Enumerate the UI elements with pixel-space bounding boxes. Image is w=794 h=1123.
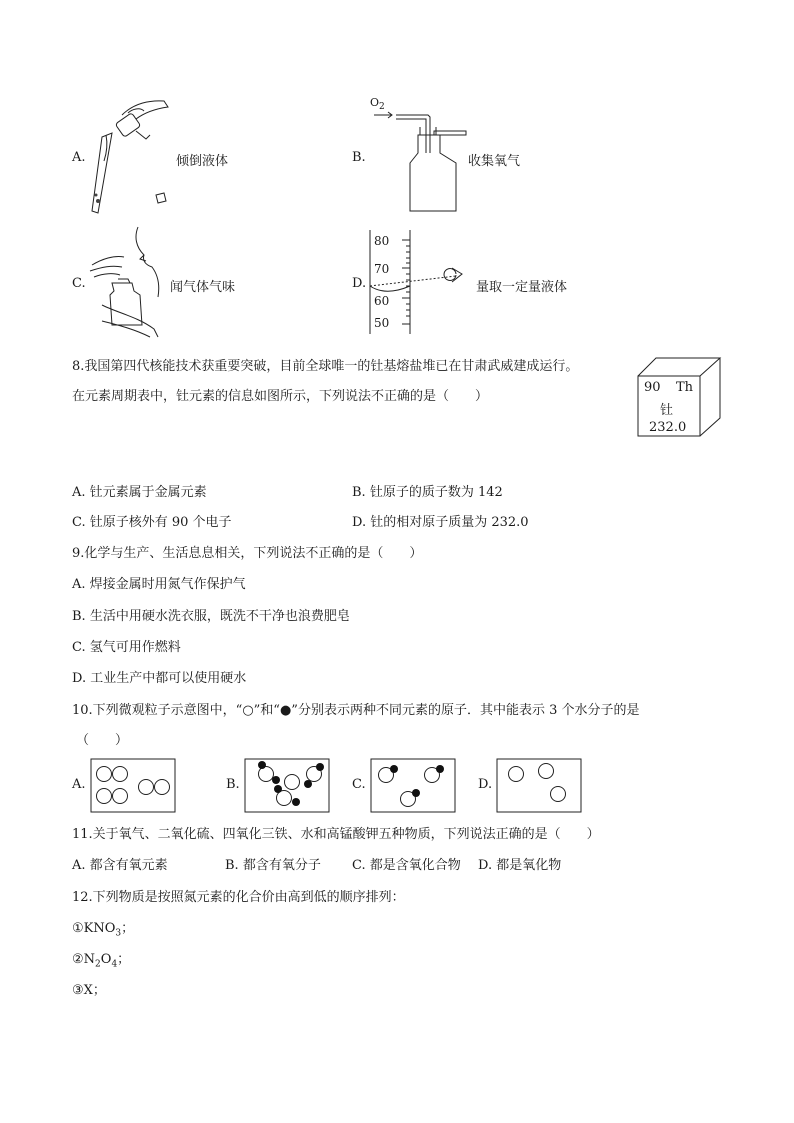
q10-label-a: A. [72, 777, 86, 792]
option-c-letter: C. [72, 276, 86, 291]
cylinder-tick-50: 50 [374, 316, 390, 330]
option-b-letter: B. [352, 150, 366, 165]
option-d-caption: 量取一定量液体 [476, 280, 568, 295]
option-a-caption: 倾倒液体 [176, 154, 229, 169]
q8-option-d: D. 钍的相对原子质量为 232.0 [352, 515, 529, 530]
pouring-liquid-illustration [84, 95, 174, 220]
cylinder-tick-70: 70 [374, 262, 390, 276]
cylinder-tick-60: 60 [374, 294, 390, 308]
particle-diagram-a [90, 758, 176, 813]
q12-item-2: $②N_2O_4$； [72, 952, 131, 970]
q8-option-c: C. 钍原子核外有 90 个电子 [72, 515, 232, 530]
q8-stem-line1: 8.我国第四代核能技术获重要突破，目前全球唯一的钍基熔盐堆已在甘肃武威建成运行。 [72, 359, 579, 374]
element-atomic-number: 90 [644, 380, 661, 395]
q12-stem: 12.下列物质是按照氮元素的化合价由高到低的顺序排列： [72, 890, 405, 905]
q10-stem: 10.下列微观粒子示意图中，“○”和“●”分别表示两种不同元素的原子．其中能表示 3 个水分子的是 [72, 703, 640, 718]
smelling-gas-illustration [88, 225, 168, 340]
measuring-cylinder-illustration [366, 228, 474, 336]
q11-option-a: A. 都含有氧元素 [72, 858, 168, 873]
q10-stem-paren: （ ） [76, 733, 129, 748]
particle-diagram-c [370, 758, 456, 813]
q8-option-a: A. 钍元素属于金属元素 [72, 485, 207, 500]
q10-label-b: B. [226, 777, 240, 792]
q12-item-3: ③X； [72, 983, 106, 998]
q10-label-d: D. [478, 777, 493, 792]
option-b-caption: 收集氧气 [468, 154, 521, 169]
q11-option-b: B. 都含有氧分子 [225, 858, 321, 873]
element-symbol: Th [676, 380, 694, 395]
option-a-letter: A. [72, 150, 86, 165]
particle-diagram-d [496, 758, 582, 813]
particle-diagram-b [244, 758, 330, 813]
q12-item-1: $①KNO_3$； [72, 921, 135, 939]
q8-option-b: B. 钍原子的质子数为 142 [352, 485, 503, 500]
q10-label-c: C. [352, 777, 366, 792]
cylinder-tick-80: 80 [374, 234, 390, 248]
q9-option-a: A. 焊接金属时用氮气作保护气 [72, 577, 246, 592]
q9-option-c: C. 氢气可用作燃料 [72, 640, 181, 655]
oxygen-label: $O_2$ [370, 96, 385, 113]
option-c-caption: 闻气体气味 [170, 280, 236, 295]
q11-stem: 11.关于氧气、二氧化硫、四氧化三铁、水和高锰酸钾五种物质，下列说法正确的是（ ） [72, 827, 600, 842]
q9-stem: 9.化学与生产、生活息息相关，下列说法不正确的是（ ） [72, 546, 423, 561]
element-atomic-mass: 232.0 [649, 420, 687, 435]
element-name: 钍 [660, 403, 674, 418]
gas-bottle-illustration [370, 105, 470, 217]
q8-stem-line2: 在元素周期表中，钍元素的信息如图所示，下列说法不正确的是（ ） [72, 389, 489, 404]
q11-option-c: C. 都是含氧化合物 [352, 858, 461, 873]
option-d-letter: D. [352, 276, 367, 291]
q9-option-d: D. 工业生产中都可以使用硬水 [72, 671, 247, 686]
q9-option-b: B. 生活中用硬水洗衣服，既洗不干净也浪费肥皂 [72, 609, 350, 624]
q11-option-d: D. 都是氧化物 [478, 858, 562, 873]
